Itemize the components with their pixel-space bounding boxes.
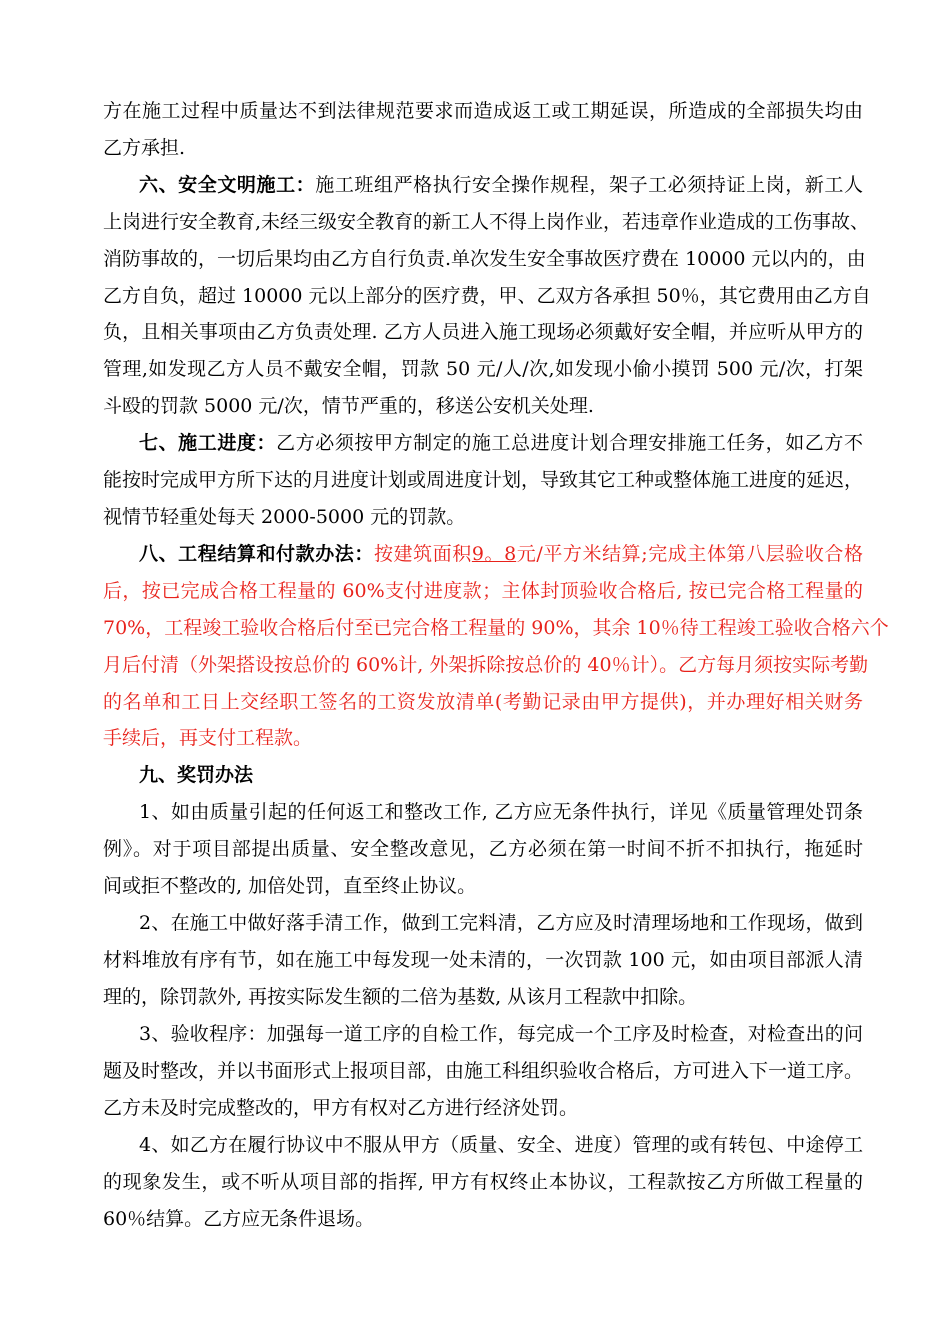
section-9-item-1: 例》。对于项目部提出质量、安全整改意见，乙方必须在第一时间不折不扣执行，拖延时 — [103, 838, 863, 860]
section-9-item-3: 乙方未及时完成整改的，甲方有权对乙方进行经济处罚。 — [103, 1097, 579, 1119]
section-7-heading: 七、施工进度： — [139, 432, 277, 454]
section-9-item-2: 理的，除罚款外, 再按实际发生额的二倍为基数, 从该月工程款中扣除。 — [103, 986, 698, 1008]
section-6-line: 上岗进行安全教育,未经三级安全教育的新工人不得上岗作业，若违章作业造成的工伤事故、 — [103, 211, 870, 233]
section-6-heading: 六、安全文明施工： — [139, 174, 316, 196]
section-6-line: 乙方自负，超过 10000 元以上部分的医疗费，甲、乙双方各承担 50％，其它费用由乙方自 — [103, 285, 871, 307]
section-8-line — [139, 540, 863, 568]
section-9-item-4: 4、如乙方在履行协议中不服从甲方（质量、安全、进度）管理的或有转包、中途停工 — [139, 1134, 863, 1156]
section-8-text: 按建筑面积 — [373, 543, 472, 565]
section-6-line: 斗殴的罚款 5000 元/次，情节严重的，移送公安机关处理. — [103, 395, 594, 417]
section-8-line: 后，按已完成合格工程量的 60%支付进度款；主体封顶验收合格后, 按已完合格工程量的 — [103, 580, 863, 602]
section-8-text: 元/平方米结算;完成主体第八层验收合格 — [516, 543, 863, 565]
section-9-item-1: 间或拒不整改的, 加倍处罚，直至终止协议。 — [103, 875, 477, 897]
section-8-line: 的名单和工日上交经职工签名的工资发放清单(考勤记录由甲方提供)，并办理好相关财务 — [103, 691, 863, 713]
section-9-item-3: 3、验收程序：加强每一道工序的自检工作，每完成一个工序及时检查，对检查出的问 — [139, 1023, 863, 1045]
section-6-line: 管理,如发现乙方人员不戴安全帽，罚款 50 元/人/次,如发现小偷小摸罚 500 元/次，打架 — [103, 358, 863, 380]
section-7-line — [139, 429, 863, 457]
section-9-item-4: 60％结算。乙方应无条件退场。 — [103, 1208, 375, 1230]
section-9-item-3: 题及时整改，并以书面形式上报项目部，由施工科组织验收合格后，方可进入下一道工序。 — [103, 1060, 864, 1082]
section-8-line: 70%，工程竣工验收合格后付至已完合格工程量的 90%，其余 10％待工程竣工验收合格六个 — [103, 617, 889, 639]
section-9-item-4: 的现象发生，或不听从项目部的指挥, 甲方有权终止本协议，工程款按乙方所做工程量的 — [103, 1171, 863, 1193]
section-9-item-2: 2、在施工中做好落手清工作，做到工完料清，乙方应及时清理场地和工作现场，做到 — [139, 912, 863, 934]
section-8-heading: 八、工程结算和付款办法： — [139, 543, 374, 565]
section-8-line: 手续后，再支付工程款。 — [103, 727, 313, 749]
section-6-text: 施工班组严格执行安全操作规程，架子工必须持证上岗，新工人 — [315, 174, 863, 196]
section-7-line: 能按时完成甲方所下达的月进度计划或周进度计划，导致其它工种或整体施工进度的延迟， — [103, 469, 864, 491]
section-8-rate: 9。8 — [471, 543, 517, 565]
section-8-line: 月后付清（外架搭设按总价的 60%计, 外架拆除按总价的 40％计）。乙方每月须按实际考勤 — [103, 654, 869, 676]
section-6-line: 消防事故的，一切后果均由乙方自行负责.单次发生安全事故医疗费在 10000 元以内的，由 — [103, 248, 866, 270]
paragraph-line: 乙方承担. — [103, 137, 186, 159]
section-9-heading: 九、奖罚办法 — [139, 764, 254, 786]
paragraph-line: 方在施工过程中质量达不到法律规范要求而造成返工或工期延误，所造成的全部损失均由 — [103, 100, 863, 122]
section-9-item-2: 材料堆放有序有节，如在施工中每发现一处未清的，一次罚款 100 元，如由项目部派人清 — [103, 949, 863, 971]
section-9-item-1: 1、如由质量引起的任何返工和整改工作, 乙方应无条件执行，详见《质量管理处罚条 — [139, 801, 863, 823]
section-6-line — [139, 171, 863, 199]
section-7-text: 乙方必须按甲方制定的施工总进度计划合理安排施工任务，如乙方不 — [276, 432, 863, 454]
section-7-line: 视情节轻重处每天 2000-5000 元的罚款。 — [103, 506, 466, 528]
section-6-line: 负，且相关事项由乙方负责处理. 乙方人员进入施工现场必须戴好安全帽，并应听从甲方的 — [103, 321, 863, 343]
